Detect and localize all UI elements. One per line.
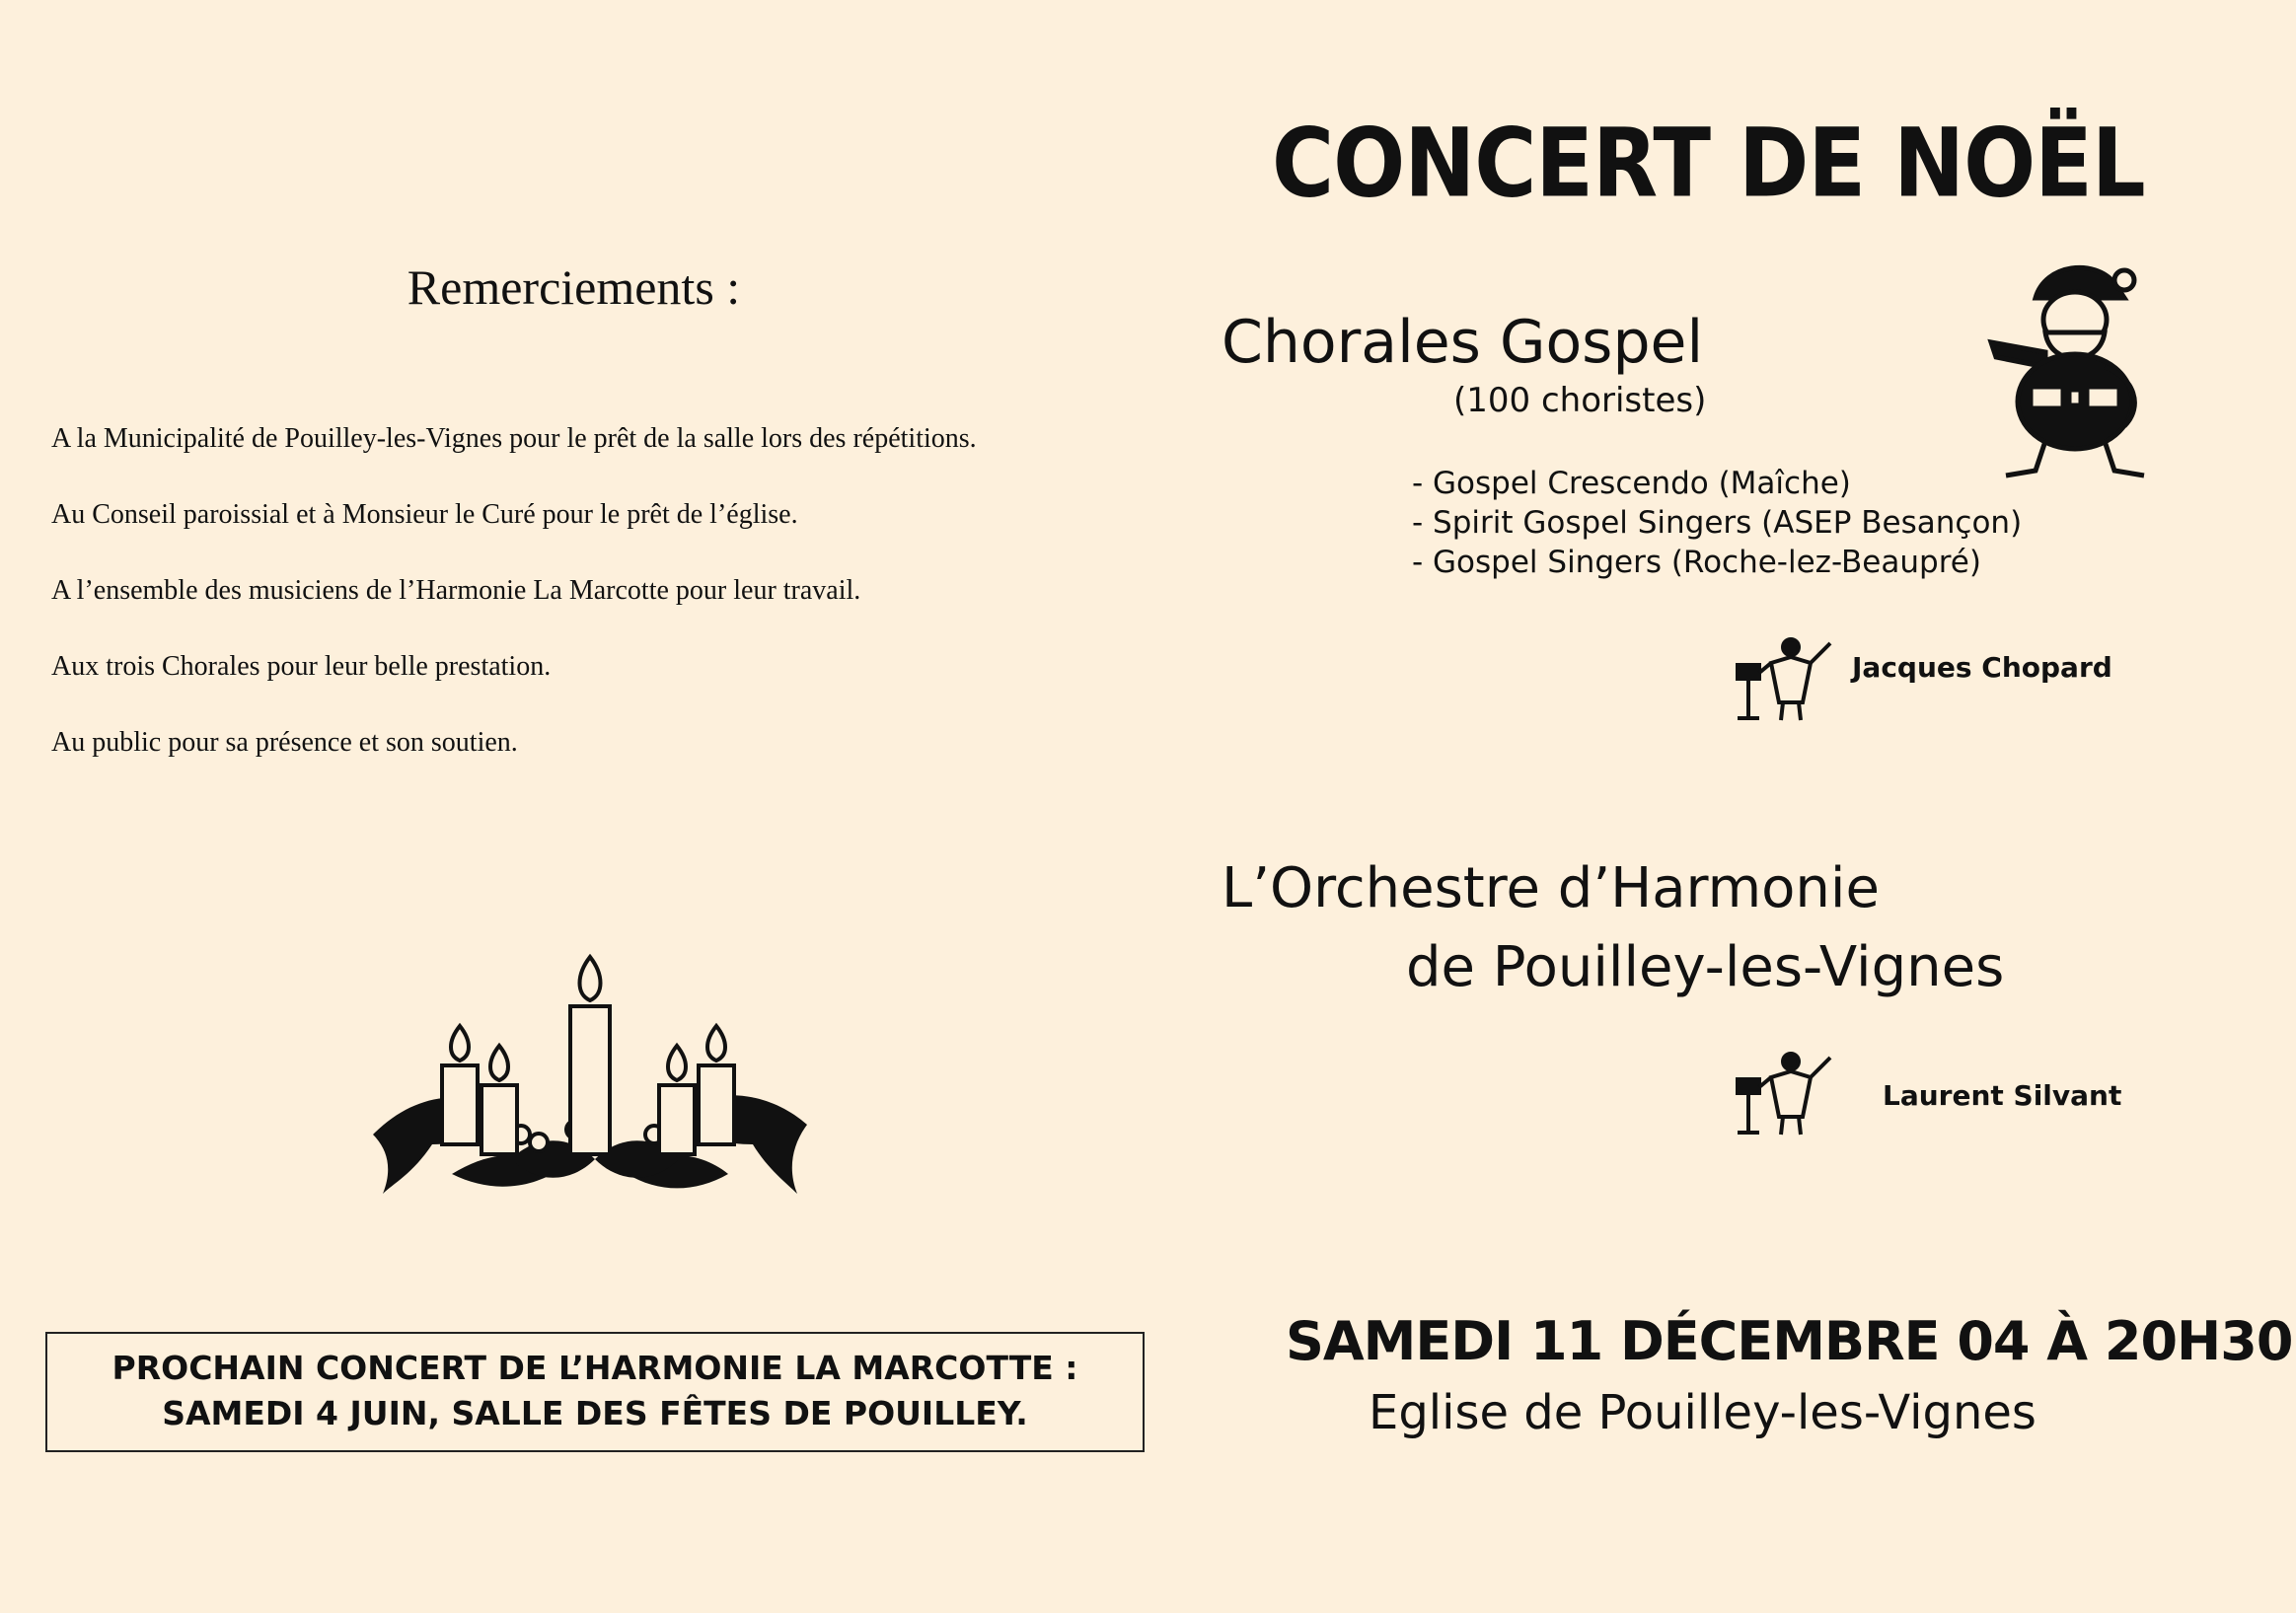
main-title: CONCERT DE NOËL <box>1272 109 2145 219</box>
choral-director: Jacques Chopard <box>1852 651 2112 684</box>
list-item: - Spirit Gospel Singers (ASEP Besançon) <box>1412 505 2023 541</box>
thanks-item: Aux trois Chorales pour leur belle prestation. <box>51 651 552 682</box>
orchestra-title-line1: L’Orchestre d’Harmonie <box>1222 856 1880 920</box>
concert-venue: Eglise de Pouilley-les-Vignes <box>1369 1385 2037 1440</box>
choral-title: Chorales Gospel <box>1222 308 1704 377</box>
thanks-item: A l’ensemble des musiciens de l’Harmonie La Marcotte pour leur travail. <box>51 575 861 606</box>
santa-icon <box>1976 258 2164 485</box>
concert-date: SAMEDI 11 DÉCEMBRE 04 À 20H30 <box>1286 1310 2293 1372</box>
choristes-count: (100 choristes) <box>1453 381 1707 420</box>
orchestra-title-line2: de Pouilley-les-Vignes <box>1406 935 2005 999</box>
thanks-item: Au Conseil paroissial et à Monsieur le Curé pour le prêt de l’église. <box>51 499 798 530</box>
thanks-title: Remerciements : <box>407 259 741 315</box>
choral-groups-list <box>1412 464 2022 582</box>
orchestra-director: Laurent Silvant <box>1883 1079 2122 1112</box>
next-concert-box <box>45 1332 1145 1452</box>
conductor-icon <box>1732 1048 1840 1136</box>
advent-candles-icon <box>373 947 807 1223</box>
right-panel <box>1148 0 2296 1613</box>
list-item: - Gospel Singers (Roche-lez-Beaupré) <box>1412 545 1981 580</box>
thanks-list <box>51 419 1125 799</box>
thanks-item: Au public pour sa présence et son soutien. <box>51 727 518 758</box>
next-concert-line1: PROCHAIN CONCERT DE L’HARMONIE LA MARCOTTE : <box>111 1349 1078 1387</box>
list-item: - Gospel Crescendo (Maîche) <box>1412 466 1851 501</box>
next-concert-line2: SAMEDI 4 JUIN, SALLE DES FÊTES DE POUILLEY. <box>162 1394 1028 1432</box>
thanks-item: A la Municipalité de Pouilley-les-Vignes pour le prêt de la salle lors des répétitions. <box>51 423 977 454</box>
conductor-icon <box>1732 633 1840 722</box>
